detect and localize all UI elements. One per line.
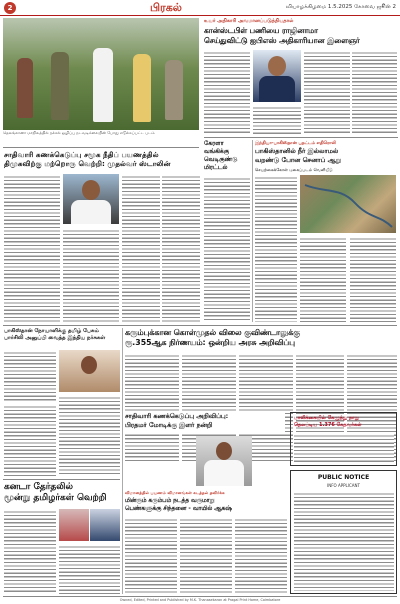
masthead [0, 0, 400, 16]
article-text [59, 544, 120, 594]
headline-line: ரூ.355ஆக நிர்ணயம்: ஒன்றிய அரசு அறிவிப்பு [125, 338, 295, 347]
divider [3, 147, 199, 148]
person-figure [17, 58, 33, 118]
candidate-photo [90, 509, 120, 541]
divider [3, 479, 120, 480]
article-text [180, 517, 232, 594]
person-figure [93, 48, 113, 122]
suit [259, 76, 295, 102]
story-collector-kicker: உயர் அதிகாரி அவமானப்படுத்தியதால் [204, 18, 294, 24]
headline-line: கேரளா [204, 140, 224, 147]
story-census-headline [125, 412, 285, 432]
headline-line: மூன்று தமிழர்கள் வெற்றி [4, 493, 107, 503]
article-text [162, 174, 200, 322]
story-tech-kicker: விமானத்தில் பயணம் விமானங்கள் கடத்தல் தவிர்க்க [125, 490, 225, 495]
story-canada-headline [4, 482, 120, 506]
top-photo-caption: தெலங்கானா மாநிலத்தில் நக்சல் ஒழிப்பு நடவடிக்கையின் போது எடுக்கப்பட்ட படம் [3, 131, 155, 135]
divider [3, 596, 397, 597]
face [268, 56, 286, 76]
notice-title: PUBLIC NOTICE [317, 474, 370, 481]
article-text [304, 50, 350, 134]
article-text [122, 174, 160, 322]
headline-line: பாகிஸ்தானில் நீர் இல்லாமல் [255, 147, 339, 155]
face [81, 356, 97, 374]
headline-line: சாதிவாரி கணக்கெடுப்பு அறிவிப்பு: [125, 412, 229, 420]
headline-line: கனடா தேர்தலில் [4, 482, 73, 492]
headline-line: சாதிவாரி கணக்கெடுப்பு சமூக நீதிப் பயணத்தில் [4, 150, 159, 159]
article-text [255, 175, 297, 322]
article-text [4, 350, 56, 402]
footer-imprint: Owned, Edited, Printed and Published by M.K. Thanasekaran at Pragal Print Home, Coimbatore [119, 598, 281, 602]
headline-line: பாலிக்கையில் கேழுந்து நாறு [294, 415, 359, 421]
story-collector-headline [204, 26, 398, 48]
headline-line: மிரட்டல் [204, 164, 228, 171]
article-text [4, 404, 56, 476]
headline-line: செய்துவிட்டு ஐபிஎஸ் அதிகாரியான இளைஞர் [204, 35, 360, 45]
divider [122, 328, 123, 594]
headline-line: திமுகவிற்கு மற்றொரு வெற்றி: முதல்வர் ஸ்டாலின் [4, 159, 171, 168]
story-river-kicker: இந்தியா-பாகிஸ்தான் பதட்டம் எதிரொலி [255, 141, 337, 146]
divider [3, 325, 397, 326]
headline-line: கான்ஸ்டபிள் பணியை ராஜினாமா [204, 26, 318, 35]
headline-line: மின்ரும் கரும்பம் நடத்த வருமாறு [125, 498, 215, 504]
article-text [59, 395, 120, 476]
story-river-sub: செயற்கைக்கோள் புகைப்படம் வெளியீடு [255, 167, 333, 172]
headline-line: கரும்புக்கான கொள்முதல் விலை குவிண்டாலுக்கு [125, 328, 300, 337]
page-number: 2 [4, 2, 16, 14]
notice-label: INFO APPLICANT [327, 483, 360, 488]
headline-line: பெண்களுக்கு சிந்தனை - வாயில் ஆகஷ் [125, 506, 232, 512]
article-text [235, 517, 287, 594]
notice-text [294, 491, 394, 591]
person-figure [165, 60, 183, 120]
story-tech-headline [125, 497, 290, 515]
headline-line: பிரதமர் மோடிக்கு இளர் நன்றி [125, 420, 213, 429]
date-line: வியாழக்கிழமை 1.5.2025 கோவை ஜூன் 2 [285, 4, 396, 10]
public-notice-box [290, 470, 397, 594]
article-text [125, 517, 177, 594]
story-sugarcane-headline [125, 328, 397, 350]
article-text [300, 236, 346, 322]
doctor-photo [59, 350, 120, 392]
headline-line: வெடிகுண்டு [204, 156, 238, 163]
face [82, 180, 100, 200]
person-figure [133, 54, 151, 122]
headline-line: வங்கிக்கு [204, 148, 230, 155]
candidate-photo [59, 509, 89, 541]
story-caste-headline [4, 150, 200, 172]
article-text [4, 509, 56, 594]
headline-line: பார்சிலி அனுப்பி வைத்த இந்திய நர்சுகள் [4, 335, 106, 342]
headline-line: பாகிஸ்தான் நோயாளிக்கு தமிழ் பேசும் [4, 328, 99, 334]
article-text [125, 353, 179, 461]
small-story-box [290, 412, 397, 466]
story-pakistan-headline [4, 328, 120, 348]
ips-officer-photo [253, 50, 301, 102]
article-text [4, 174, 60, 322]
headline-line: தெலப்டிய 1.376 கேதவர்கள் [294, 422, 362, 428]
article-text [350, 236, 396, 322]
divider [204, 137, 398, 138]
article-text [352, 50, 397, 134]
river-path [300, 175, 396, 233]
shirt [204, 460, 244, 486]
stalin-photo [63, 174, 119, 224]
newspaper-logo: பிரகல் [150, 1, 182, 14]
satellite-map-photo [300, 175, 396, 233]
story-small-headline [294, 415, 394, 431]
article-text [204, 176, 250, 322]
divider [252, 140, 253, 322]
story-kerala-headline [204, 140, 252, 174]
top-photo [3, 18, 199, 130]
person-figure [51, 52, 69, 120]
headline-line: வறண்டு போன செனாப் ஆறு [255, 155, 342, 164]
shirt [71, 200, 111, 224]
article-text [63, 228, 119, 322]
story-river-headline [255, 147, 397, 167]
face [216, 442, 232, 460]
article-text [294, 433, 394, 463]
article-text [253, 105, 301, 135]
politician-photo [196, 436, 252, 486]
article-text [204, 50, 250, 134]
